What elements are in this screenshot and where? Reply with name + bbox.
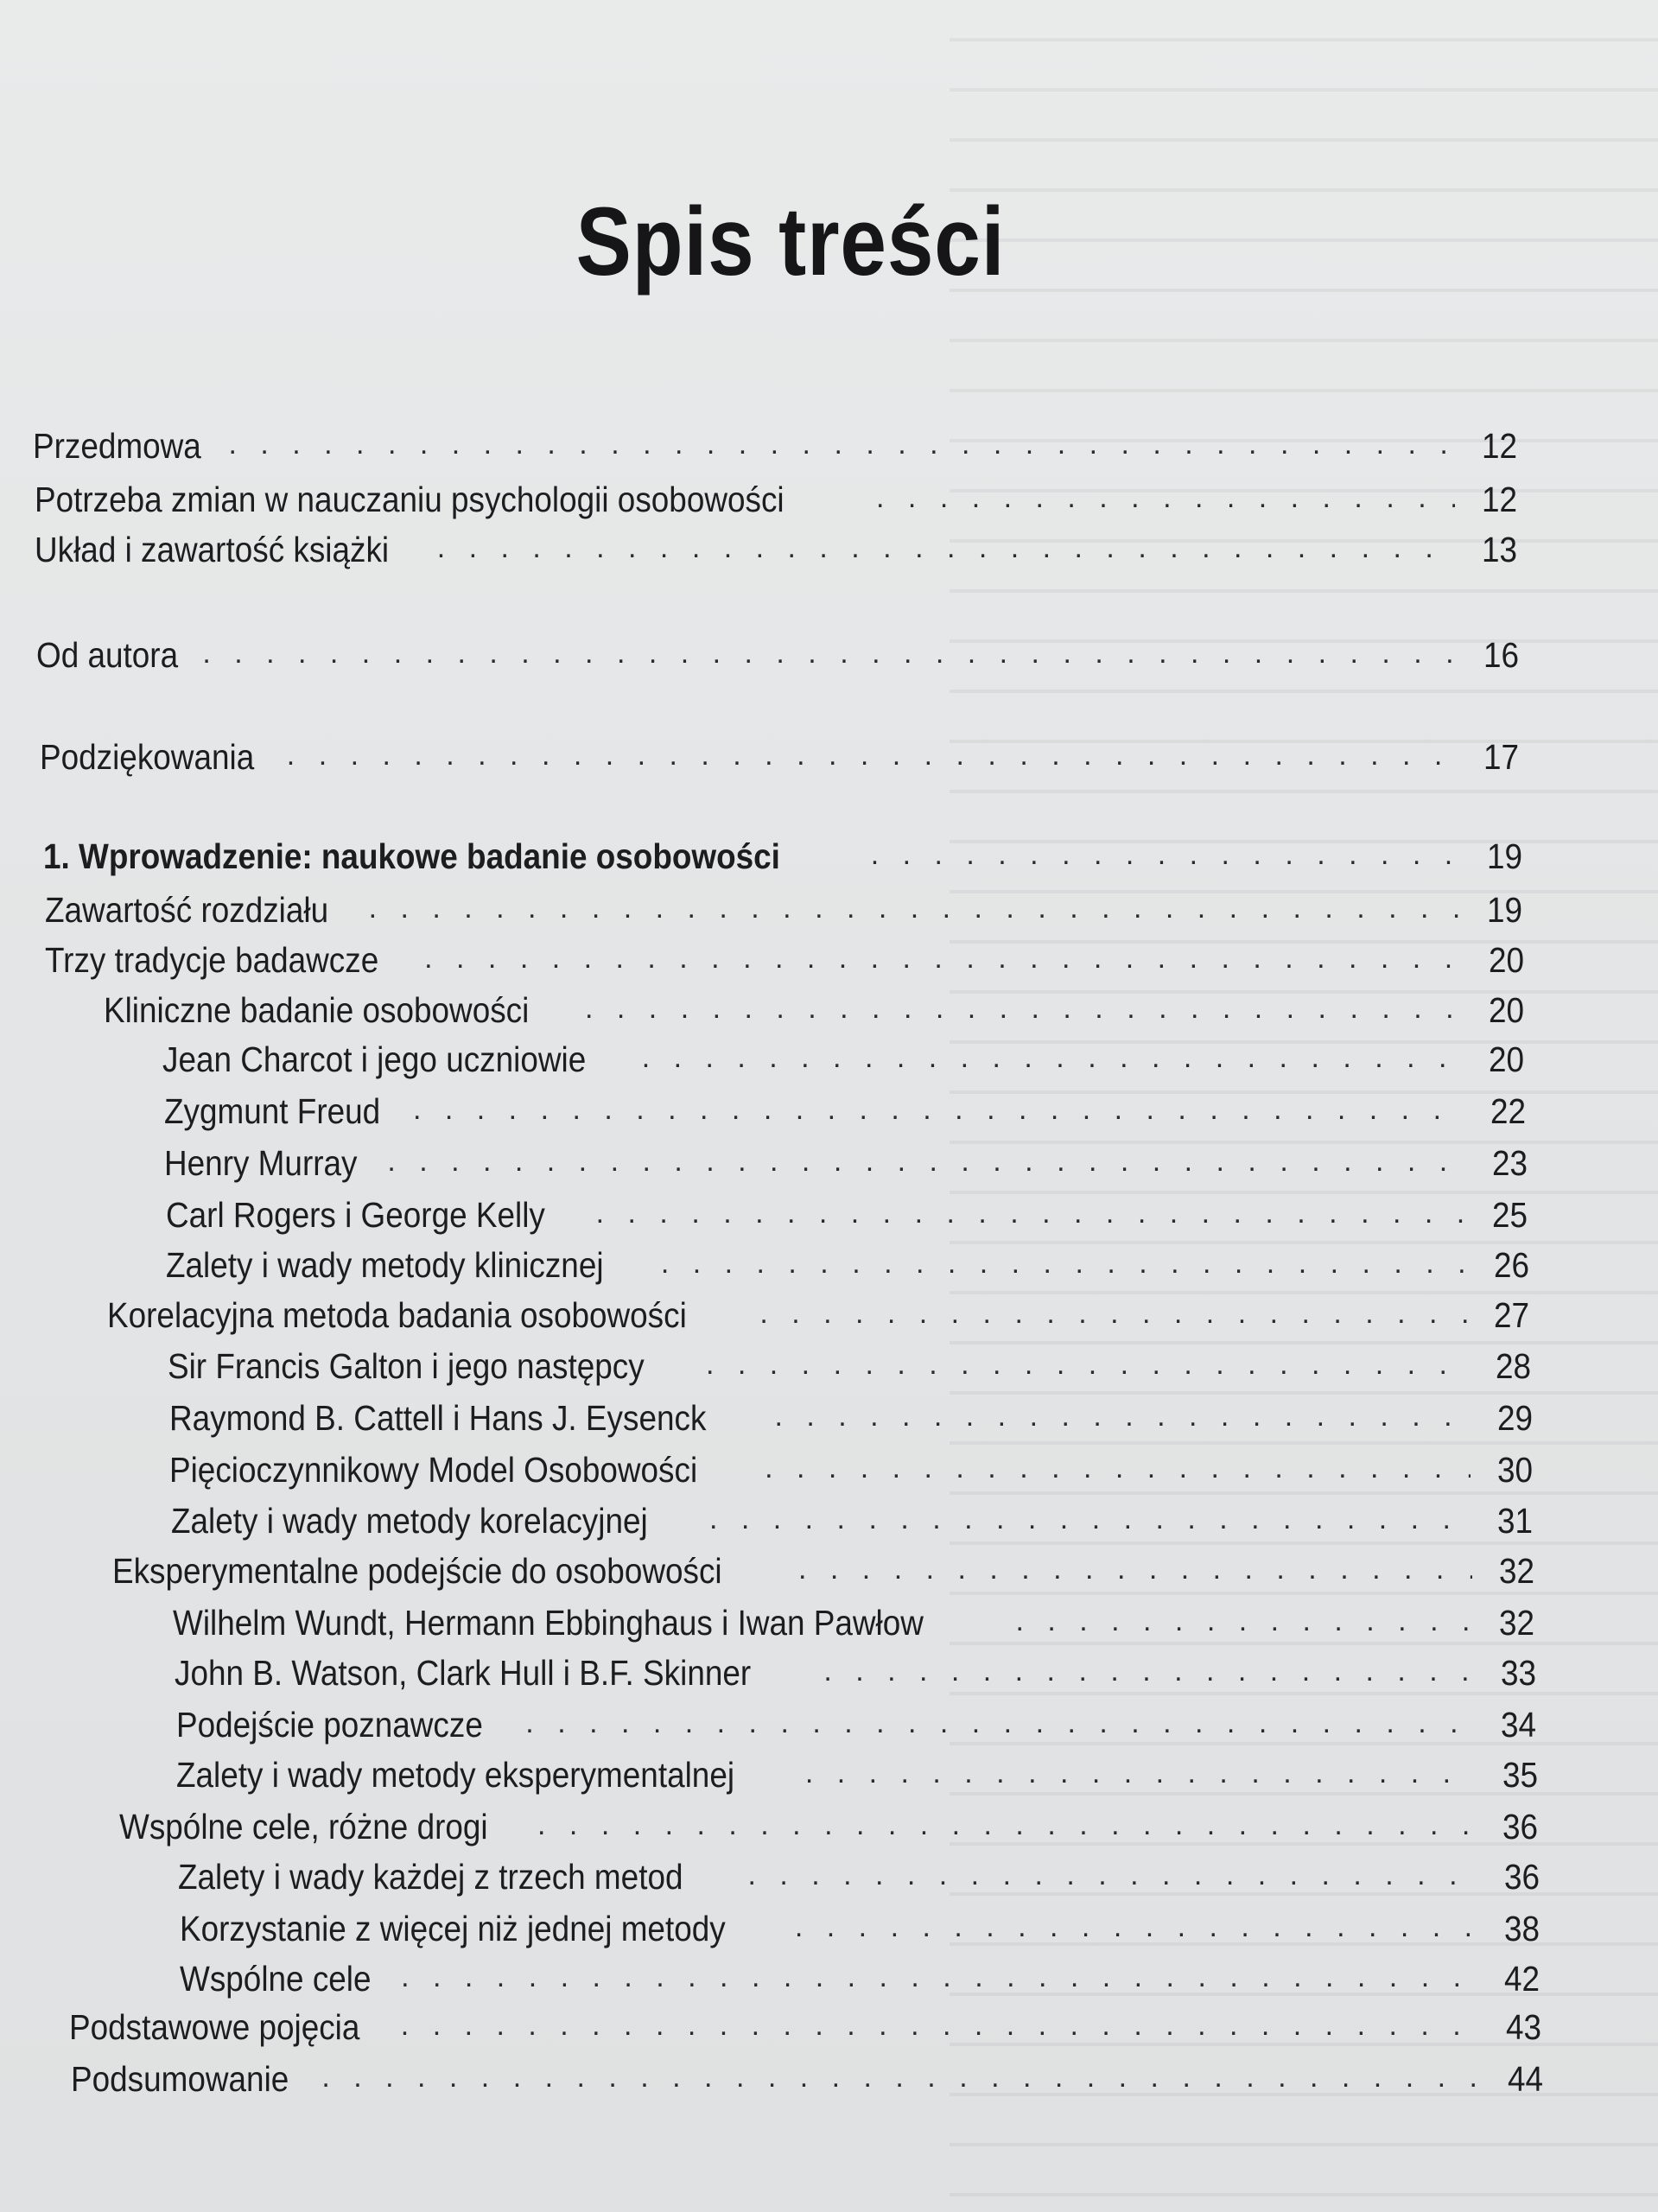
toc-entry-page: 20	[1488, 990, 1524, 1030]
dot-leader	[661, 1247, 1467, 1281]
toc-entry-podsumowanie	[71, 2048, 1543, 2100]
dot-leader	[596, 1197, 1465, 1230]
toc-entry-page: 32	[1498, 1603, 1534, 1643]
toc-entry-label: Potrzeba zmian w nauczaniu psychologii osobowości	[35, 480, 785, 519]
dot-leader	[401, 2009, 1479, 2043]
toc-entry-label: Raymond B. Cattell i Hans J. Eysenck	[169, 1398, 707, 1438]
toc-entry-uklad	[35, 518, 1517, 570]
toc-entry-page: 13	[1481, 530, 1517, 569]
dot-leader	[525, 1707, 1474, 1740]
toc-entry-galton	[168, 1335, 1531, 1387]
toc-entry-wspolne-cele	[180, 1948, 1540, 1999]
toc-entry-korelacyjna	[107, 1284, 1529, 1336]
toc-entry-kliniczne	[104, 979, 1524, 1031]
toc-entry-wiecej-niz-jednej	[180, 1897, 1540, 1949]
toc-entry-trzy-tradycje	[45, 929, 1524, 981]
toc-entry-page: 36	[1502, 1807, 1538, 1847]
toc-entry-piecioczynnikowy	[169, 1439, 1533, 1491]
toc-entry-label: Pięcioczynnikowy Model Osobowości	[169, 1450, 698, 1490]
dot-leader	[1015, 1605, 1472, 1638]
toc-entry-page: 42	[1503, 1959, 1540, 1999]
toc-entry-label: Podstawowe pojęcia	[69, 2007, 360, 2047]
toc-entry-label: Korzystanie z więcej niż jednej metody	[180, 1909, 726, 1948]
toc-entry-murray	[164, 1132, 1528, 1184]
toc-entry-label: Henry Murray	[164, 1143, 358, 1183]
toc-entry-watson	[175, 1642, 1536, 1694]
toc-entry-label: Zalety i wady każdej z trzech metod	[178, 1857, 683, 1897]
toc-entry-page: 38	[1503, 1909, 1540, 1948]
dot-leader	[437, 531, 1455, 565]
toc-entry-label: Kliniczne badanie osobowości	[104, 990, 530, 1030]
dot-leader	[823, 1655, 1474, 1688]
dot-leader	[424, 942, 1462, 976]
dot-leader	[876, 481, 1455, 515]
dot-leader	[759, 1297, 1467, 1331]
toc-entry-label: Sir Francis Galton i jego następcy	[168, 1346, 645, 1386]
toc-entry-page: 32	[1498, 1551, 1534, 1591]
toc-entry-label: Wspólne cele, różne drogi	[119, 1807, 488, 1847]
toc-entry-label: Zalety i wady metody korelacyjnej	[171, 1501, 648, 1541]
toc-entry-page: 19	[1486, 836, 1522, 876]
toc-entry-page: 25	[1491, 1195, 1528, 1235]
toc-entry-zalety-trzech-metod	[178, 1846, 1540, 1897]
toc-entry-label: Korelacyjna metoda badania osobowości	[107, 1295, 687, 1335]
toc-entry-page: 16	[1483, 635, 1519, 675]
toc-entry-label: Zygmunt Freud	[164, 1091, 381, 1131]
toc-entry-zalety-korelacyjne	[171, 1490, 1533, 1541]
toc-entry-page: 23	[1491, 1143, 1528, 1183]
dot-leader	[537, 1808, 1476, 1842]
toc-entry-page: 19	[1486, 890, 1522, 930]
dot-leader	[642, 1041, 1462, 1075]
toc-entry-page: 26	[1493, 1245, 1529, 1285]
toc-entry-label: Trzy tradycje badawcze	[45, 940, 379, 980]
dot-leader	[871, 838, 1460, 872]
toc-entry-page: 33	[1500, 1653, 1536, 1693]
toc-entry-charcot	[162, 1028, 1524, 1080]
toc-entry-label: Eksperymentalne podejście do osobowości	[112, 1551, 722, 1591]
toc-entry-od-autora	[36, 624, 1519, 676]
toc-entry-label: Podziękowania	[40, 737, 255, 777]
dot-leader	[369, 892, 1460, 925]
toc-entry-freud	[164, 1080, 1526, 1132]
toc-entry-podziekowania	[40, 726, 1519, 778]
toc-entry-label: Jean Charcot i jego uczniowie	[162, 1039, 587, 1079]
toc-entry-label: 1. Wprowadzenie: naukowe badanie osobowości	[43, 836, 780, 876]
toc-entry-page: 17	[1483, 737, 1519, 777]
toc-entry-wspolne-cele-rozne-drogi	[119, 1796, 1538, 1847]
toc-entry-page: 34	[1500, 1705, 1536, 1745]
toc-entry-page: 28	[1495, 1346, 1531, 1386]
dot-leader	[805, 1757, 1476, 1790]
dot-leader	[585, 992, 1462, 1026]
dot-leader	[709, 1503, 1471, 1536]
dot-leader	[321, 2061, 1481, 2094]
dot-leader	[774, 1400, 1471, 1433]
toc-entry-label: John B. Watson, Clark Hull i B.F. Skinner	[175, 1653, 752, 1693]
toc-entry-page: 29	[1496, 1398, 1533, 1438]
dot-leader	[287, 739, 1457, 772]
dot-leader	[202, 637, 1457, 671]
toc-entry-page: 43	[1505, 2007, 1541, 2047]
toc-entry-page: 20	[1488, 940, 1524, 980]
toc-entry-label: Zalety i wady metody eksperymentalnej	[176, 1755, 735, 1795]
toc-entry-przedmowa	[33, 415, 1517, 467]
dot-leader	[387, 1145, 1465, 1179]
toc-entry-rogers-kelly	[166, 1184, 1528, 1236]
toc-entry-cattell-eysenck	[169, 1387, 1533, 1439]
toc-entry-page: 12	[1481, 480, 1517, 519]
toc-entry-label: Wilhelm Wundt, Hermann Ebbinghaus i Iwan Pawłow	[173, 1603, 924, 1643]
dot-leader	[413, 1093, 1464, 1127]
toc-entry-page: 36	[1503, 1857, 1540, 1897]
toc-entry-page: 30	[1496, 1450, 1533, 1490]
toc-entry-zalety-eksperymentalne	[176, 1744, 1538, 1796]
toc-entry-label: Układ i zawartość książki	[35, 530, 390, 569]
toc-entry-zalety-kliniczne	[166, 1234, 1529, 1286]
dot-leader	[798, 1553, 1472, 1586]
toc-entry-page: 20	[1488, 1039, 1524, 1079]
toc-entry-wundt	[173, 1592, 1534, 1643]
toc-entry-label: Podejście poznawcze	[176, 1705, 483, 1745]
toc-entry-label: Przedmowa	[33, 426, 201, 466]
toc-entry-potrzeba-zmian	[35, 468, 1517, 520]
toc-entry-poznawcze	[176, 1694, 1536, 1745]
toc-entry-label: Od autora	[36, 635, 179, 675]
toc-entry-podstawowe-pojecia	[69, 1996, 1541, 2048]
dot-leader	[747, 1859, 1477, 1892]
toc-entry-page: 12	[1481, 426, 1517, 466]
toc-entry-page: 44	[1507, 2059, 1543, 2099]
toc-entry-zawartosc	[45, 879, 1522, 931]
toc-entry-label: Carl Rogers i George Kelly	[166, 1195, 545, 1235]
toc-entry-label: Podsumowanie	[71, 2059, 289, 2099]
page-title: Spis treści	[575, 188, 1006, 296]
toc-entry-page: 31	[1496, 1501, 1533, 1541]
toc-entry-page: 22	[1490, 1091, 1526, 1131]
toc-entry-label: Zalety i wady metody klinicznej	[166, 1245, 604, 1285]
dot-leader	[228, 428, 1455, 461]
toc-entry-eksperymentalne	[112, 1540, 1534, 1592]
dot-leader	[401, 1961, 1477, 1994]
toc-entry-label: Wspólne cele	[180, 1959, 372, 1999]
toc-entry-chapter-1	[43, 825, 1522, 877]
toc-entry-page: 35	[1502, 1755, 1538, 1795]
dot-leader	[765, 1452, 1471, 1485]
toc-entry-label: Zawartość rozdziału	[45, 890, 329, 930]
dot-leader	[795, 1910, 1477, 1944]
toc-entry-page: 27	[1493, 1295, 1529, 1335]
dot-leader	[706, 1348, 1469, 1382]
